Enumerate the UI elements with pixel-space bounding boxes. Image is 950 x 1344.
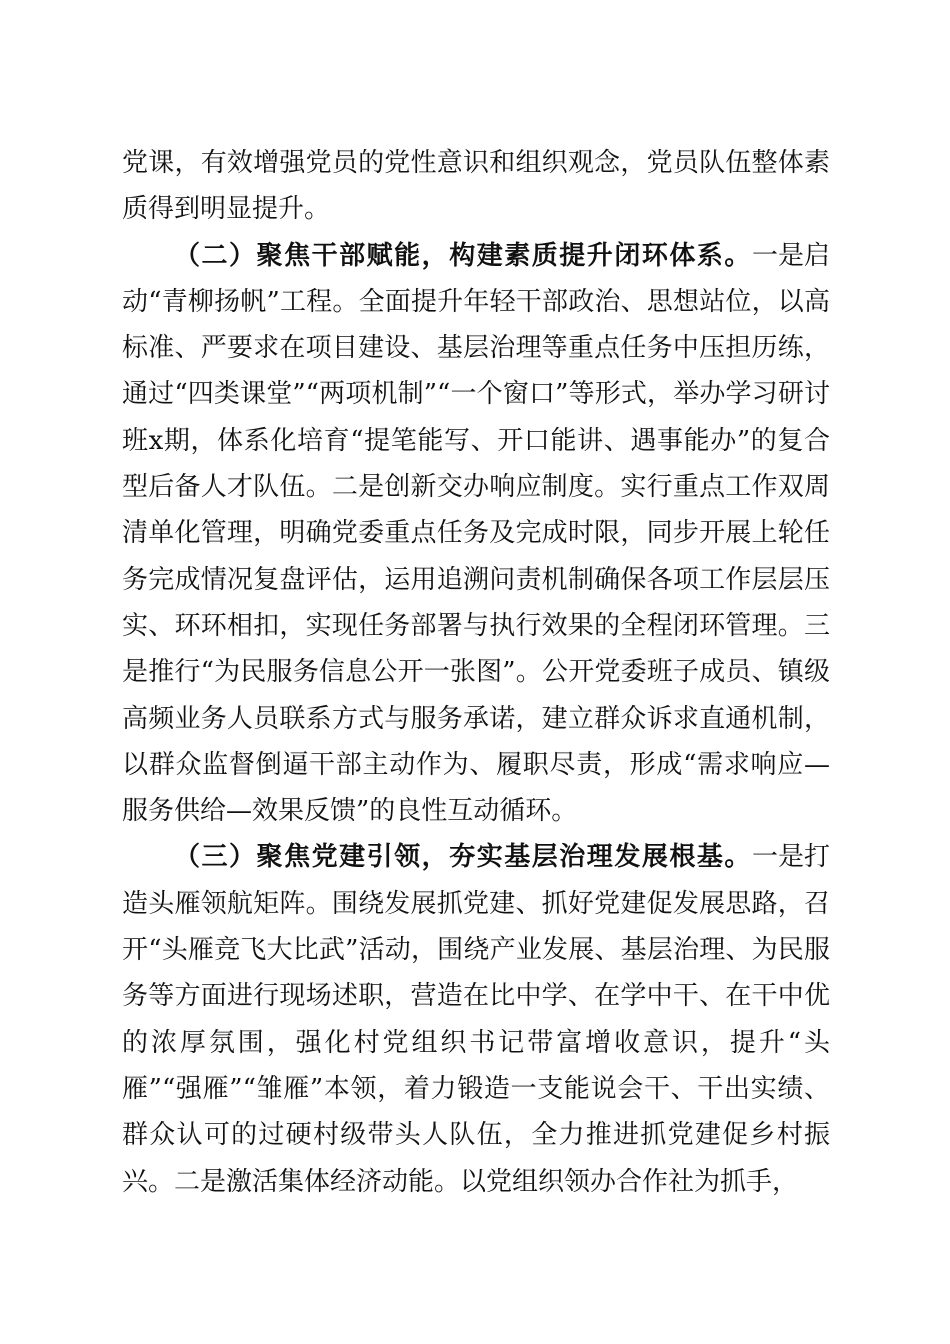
paragraph-1 <box>122 140 830 233</box>
paragraph-2-text: 一是启动“青柳扬帆”工程。全面提升年轻干部政治、思想站位，以高标准、严要求在项目建设、基层治理等重点任务中压担历练，通过“四类课堂”“两项机制”“一个窗口”等形式，举办学习研讨班x期，体系化培育“提笔能写、开口能讲、遇事能办”的复合型后备人才队伍。二是创新交办响应制度。实行重点工作双周清单化管理，明确党委重点任务及完成时限，同步开展上轮任务完成情况复盘评估，运用追溯问责机制确保各项工作层层压实、环环相扣，实现任务部署与执行效果的全程闭环管理。三是推行“为民服务信息公开一张图”。公开党委班子成员、镇级高频业务人员联系方式与服务承诺，建立群众诉求直通机制，以群众监督倒逼干部主动作为、履职尽责，形成“需求响应—服务供给—效果反馈”的良性互动循环。 <box>122 240 830 827</box>
paragraph-1-text: 党课，有效增强党员的党性意识和组织观念，党员队伍整体素质得到明显提升。 <box>122 148 830 225</box>
paragraph-3 <box>122 834 830 1204</box>
document-body <box>122 140 830 1205</box>
paragraph-3-text: 一是打造头雁领航矩阵。围绕发展抓党建、抓好党建促发展思路，召开“头雁竞飞大比武”活动，围绕产业发展、基层治理、为民服务等方面进行现场述职，营造在比中学、在学中干、在干中优的浓厚氛围，强化村党组织书记带富增收意识，提升“头雁”“强雁”“雏雁”本领，着力锻造一支能说会干、干出实绩、群众认可的过硬村级带头人队伍，全力推进抓党建促乡村振兴。二是激活集体经济动能。以党组织领办合作社为抓手， <box>122 842 830 1197</box>
paragraph-2 <box>122 233 830 835</box>
paragraph-3-heading: （三）聚焦党建引领，夯实基层治理发展根基。 <box>174 842 752 873</box>
paragraph-2-heading: （二）聚焦干部赋能，构建素质提升闭环体系。 <box>174 240 752 271</box>
